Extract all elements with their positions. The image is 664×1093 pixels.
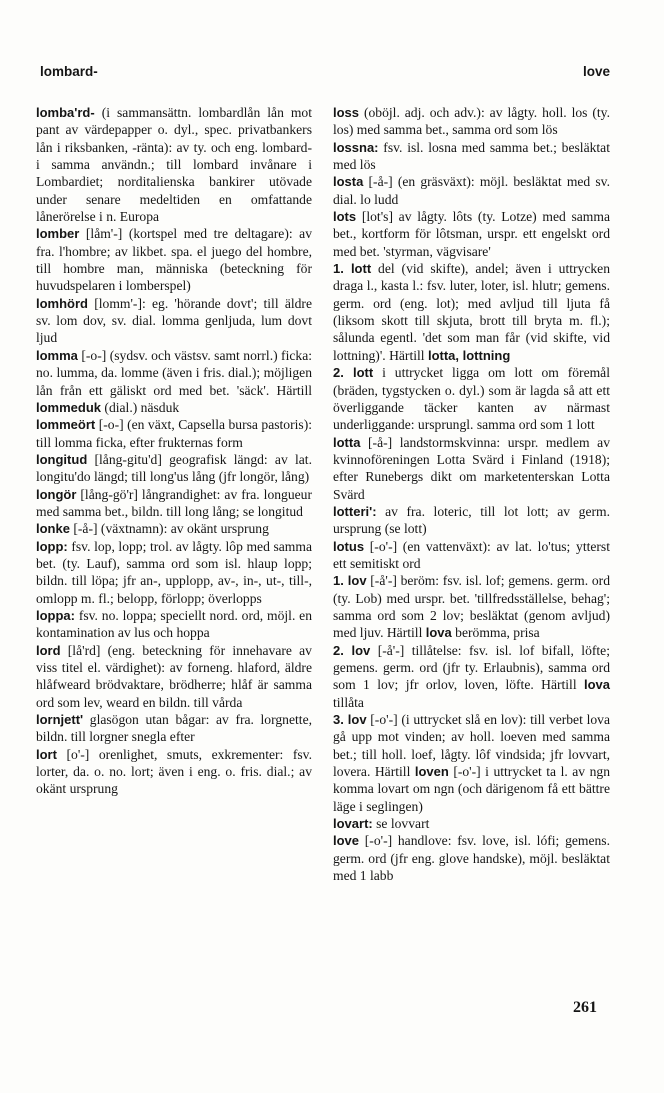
entry-headword: 2. lov	[333, 642, 371, 658]
entry-definition: [-å-] landstormskvinna: urspr. medlem av kvinnoföreningen Lotta Svärd i Finland (1918); efter Runebergs dikt om marketenterskan Lotta Svärd	[333, 434, 610, 502]
entry-definition-continued: [-o'-] i uttrycket ta l. av ngn komma lovart om ngn (och därigenom få ett bättre läge i seglingen)	[333, 764, 610, 814]
entry-headword: lort	[36, 746, 57, 762]
dictionary-entry	[333, 711, 610, 815]
entry-definition: se lovvart	[376, 816, 430, 832]
page-header	[38, 60, 610, 84]
entry-definition: [-o-] (en växt, Capsella bursa pastoris): till lomma ficka, efter frukternas form	[36, 417, 312, 450]
dictionary-entry	[36, 347, 312, 416]
dictionary-entry	[333, 642, 610, 711]
header-right-guide-word: love	[582, 64, 610, 79]
dictionary-entry	[333, 572, 610, 641]
dictionary-entry	[333, 139, 610, 174]
entry-headword: lotus	[333, 538, 365, 554]
entry-definition: [-å'-] tillåtelse: fsv. isl. lof bifall, löfte; gemens. germ. ord (jfr ty. Erlaubnis), samma ord som 1 lov; jfr orlov, loven, löfte. Härtill	[333, 642, 610, 693]
dictionary-entry	[333, 104, 610, 139]
dictionary-entry	[36, 225, 312, 294]
entry-definition: [lång-gö'r] långrandighet: av fra. longueur med samma bet., bildn. till long lång; se longitud	[36, 486, 312, 519]
entry-headword: lomhörd	[36, 295, 88, 311]
dictionary-entry	[36, 295, 312, 347]
entry-definition: [-å'-] beröm: fsv. isl. lof; gemens. germ. ord (ty. Lob) med urspr. bet. 'tillfredsställelse, behag'; samma ord som 2 lov; besläktat (genom avljud) med ljuv. Härtill	[333, 573, 610, 641]
entry-definition: fsv. isl. losna med samma bet.; besläktat med lös	[333, 139, 610, 173]
dictionary-entry	[333, 260, 610, 364]
entry-definition: i uttrycket ligga om lott om föremål (bräden, tygstycken o. dyl.) som är lagda så att ett överliggande täcker kanten av närmast underliggande: ursprungl. samma ord som 1 lott	[333, 365, 610, 433]
entry-definition: [-å-] (en gräsväxt): möjl. besläktat med sv. dial. lo ludd	[333, 174, 610, 207]
entry-definition: [-å-] (växtnamn): av okänt ursprung	[73, 521, 269, 537]
entry-definition: del (vid skifte), andel; även i uttrycken draga l., kasta l.: fsv. luter, loter, isl. hlutr; gemens. germ. ord (eng. lot); med avljud till ljuta få (liksom skott till skjuta, brott till bryta m. fl.); sålunda egentl. 'det som man får (vid skifte, vid lottning)'. Härtill	[333, 261, 610, 363]
dictionary-entry	[333, 208, 610, 260]
dictionary-entry	[36, 104, 312, 225]
dictionary-entry	[36, 642, 312, 711]
entry-headword: lornjett'	[36, 712, 84, 728]
entry-headword: lotta	[333, 434, 361, 450]
entry-definition: [o'-] orenlighet, smuts, exkrementer: fsv. lorter, da. o. no. lort; även i eng. o. fris. dial.; av okänt ursprung	[36, 746, 312, 797]
right-column	[333, 104, 610, 884]
entry-headword: 1. lov	[333, 573, 367, 589]
entry-headword: lovart:	[333, 816, 373, 832]
entry-definition: (oböjl. adj. och adv.): av lågty. holl. los (ty. los) med samma bet., samma ord som lös	[333, 105, 610, 138]
entry-headword: lopp:	[36, 538, 68, 554]
entry-definition-continued: berömma, prisa	[451, 625, 540, 641]
entry-definition: [låm'-] (kortspel med tre deltagare): av fra. l'hombre; av likbet. spa. el juego del hombre, till hombre man, människa (beteckning för huvudspelaren i lomberspel)	[36, 226, 312, 294]
derived-headword: lova	[425, 625, 452, 641]
dictionary-entry	[333, 832, 610, 884]
left-column	[36, 104, 312, 798]
dictionary-entry	[333, 364, 610, 433]
dictionary-entry	[333, 503, 610, 538]
entry-headword: lord	[36, 642, 61, 658]
dictionary-entry	[36, 711, 312, 746]
dictionary-entry	[333, 538, 610, 573]
entry-definition: fsv. no. loppa; speciellt nord. ord, möjl. en kontamination av lus och hoppa	[36, 607, 312, 641]
entry-definition: (i sammansättn. lombardlån lån mot pant av värdepapper o. dyl., spec. privatbankers lån i riksbanken, -ränta): av ty. och eng. lombard- i samma användn.; till lombard invånare i Lombardiet; norditalienska bankirer utövade under senare medeltiden en omfattande lånerörelse i n. Europa	[36, 105, 313, 225]
dictionary-entry	[36, 520, 312, 537]
dictionary-entry	[36, 416, 312, 451]
page-number: 261	[573, 999, 597, 1016]
dictionary-entry	[36, 607, 312, 642]
entry-definition: [-o'-] (i uttrycket slå en lov): till verbet lova gå upp mot vinden; av holl. loeven med samma bet.; till holl. loef, lågty. lôf vindsida; jfr lovvart, lovera. Härtill	[333, 712, 610, 780]
header-left-guide-word: lombard-	[40, 64, 98, 79]
entry-headword: lossna:	[333, 139, 379, 155]
entry-definition: av fra. loteric, till lot lott; av germ. ursprung (se lott)	[333, 503, 610, 537]
entry-headword: 3. lov	[333, 712, 367, 728]
dictionary-entry	[36, 746, 312, 798]
entry-headword: loppa:	[36, 607, 75, 623]
entry-definition: fsv. lop, lopp; trol. av lågty. lôp med samma bet. (ty. Lauf), samma ord som isl. hlaup lopp; bildn. till löpa; jfr an-, upplopp, av-, in-, ut-, till-, omlopp m. fl.; belopp, förlopp; överlopps	[36, 538, 312, 606]
derived-headword: lova	[583, 677, 610, 693]
entry-headword: lomma	[36, 347, 78, 363]
entry-definition-continued: (dial.) näsduk	[101, 399, 180, 415]
dictionary-entry	[36, 451, 312, 486]
entry-definition: [lomm'-]: eg. 'hörande dovt'; till äldre sv. lom dov, sv. dial. lomma genljuda, lum dovt ljud	[36, 295, 312, 346]
entry-headword: longör	[36, 486, 77, 502]
dictionary-entry	[333, 434, 610, 503]
dictionary-entry	[333, 815, 610, 832]
dictionary-entry	[36, 538, 312, 607]
entry-headword: lommeört	[36, 417, 96, 433]
dictionary-entry	[333, 173, 610, 208]
entry-headword: 2. lott	[333, 365, 374, 381]
entry-definition: [-o-] (sydsv. och västsv. samt norrl.) ficka: no. lumma, da. lomme (även i fris. dial.); möjligen lån från ett gäliskt ord med bet. 'säck'. Härtill	[36, 347, 313, 398]
entry-definition: [-o'-] handlove: fsv. love, isl. lófi; gemens. germ. ord (jfr eng. glove handske), möjl. besläktat med 1 labb	[333, 833, 610, 884]
derived-headword: loven	[414, 764, 449, 780]
entry-headword: lotteri':	[333, 503, 377, 519]
entry-headword: 1. lott	[333, 261, 372, 277]
entry-headword: love	[333, 833, 360, 849]
entry-headword: lots	[333, 209, 357, 225]
entry-headword: longitud	[36, 451, 88, 467]
dictionary-entry	[36, 486, 312, 521]
entry-headword: lomber	[36, 226, 80, 242]
entry-definition-continued: tillåta	[333, 694, 364, 710]
derived-headword: lommeduk	[36, 399, 102, 415]
entry-headword: lomba'rd-	[36, 105, 95, 120]
entry-definition: [lång-gitu'd] geografisk längd: av lat. longitu'do längd; till long'us lång (jfr longör, lång)	[36, 451, 312, 485]
entry-definition: [-o'-] (en vattenväxt): av lat. lo'tus; ytterst ett semitiskt ord	[333, 538, 611, 571]
entry-definition: [lot's] av lågty. lôts (ty. Lotze) med samma bet., kortform för lôtsman, urspr. ett engelskt ord med bet. 'styrman, vägvisare'	[333, 209, 610, 259]
derived-headword: lotta, lottning	[427, 347, 511, 363]
entry-definition: [lå'rd] (eng. beteckning för innehavare av viss titel el. värdighet): av forneng. hlaford, äldre hlåfweard brödvaktare, brödherre; hlåf är samma ord som lev, weard en bildn. till vårda	[36, 642, 312, 710]
entry-definition: glasögon utan bågar: av fra. lorgnette, bildn. till lorgner snegla efter	[36, 712, 312, 745]
entry-headword: lonke	[36, 521, 70, 537]
entry-headword: loss	[333, 105, 360, 120]
entry-headword: losta	[333, 174, 364, 190]
